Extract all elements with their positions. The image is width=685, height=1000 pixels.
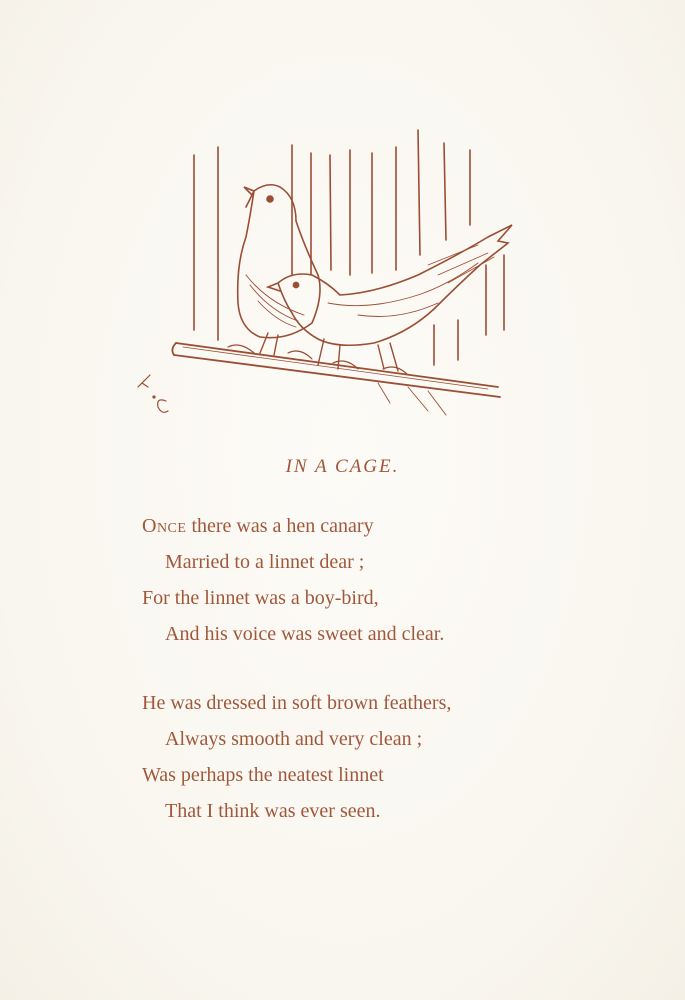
drop-word: Once xyxy=(142,515,187,537)
poem-line xyxy=(142,508,562,544)
birds-in-cage-illustration xyxy=(128,125,518,420)
poem-line: Married to a linnet dear ; xyxy=(165,551,365,573)
poem-line: He was dressed in soft brown feathers, xyxy=(142,692,452,714)
singing-bird xyxy=(238,185,320,355)
line-text: there was a hen canary xyxy=(186,515,374,537)
poem-line: That I think was ever seen. xyxy=(165,800,381,822)
poem-line: Always smooth and very clean ; xyxy=(165,728,423,750)
stanza-1 xyxy=(142,508,562,652)
poem-line: For the linnet was a boy-bird, xyxy=(142,587,379,609)
perch xyxy=(172,343,500,415)
poem-line: Was perhaps the neatest linnet xyxy=(142,764,384,786)
artist-monogram xyxy=(138,375,168,412)
cage-bars xyxy=(194,130,504,365)
stanza-2 xyxy=(142,685,562,829)
front-bird xyxy=(268,225,512,371)
poem-line: And his voice was sweet and clear. xyxy=(165,623,445,645)
poem-title: IN A CAGE. xyxy=(285,456,400,477)
